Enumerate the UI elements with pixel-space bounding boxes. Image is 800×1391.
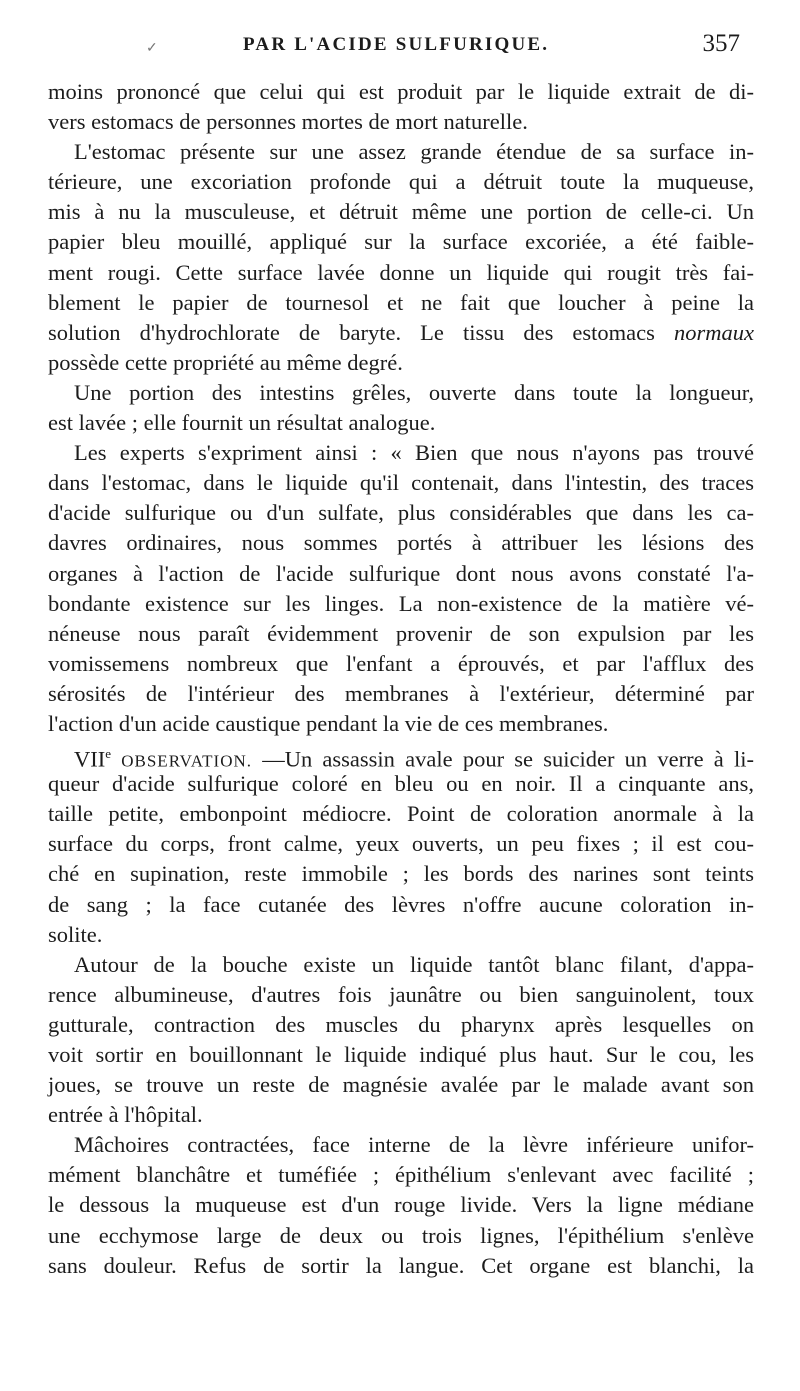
text-line: le dessous la muqueuse est d'un rouge livide. Vers la ligne médiane bbox=[48, 1192, 754, 1218]
text-line: gutturale, contraction des muscles du pharynx après lesquelles on bbox=[48, 1011, 754, 1037]
text-line: ment rougi. Cette surface lavée donne un liquide qui rougit très fai- bbox=[48, 259, 754, 285]
text-line: moins prononcé que celui qui est produit par le liquide extrait de di- bbox=[48, 79, 754, 104]
page-number: 357 bbox=[702, 30, 740, 57]
text-line: joues, se trouve un reste de magnésie avalée par le malade avant son bbox=[48, 1072, 754, 1098]
text-line: dans l'estomac, dans le liquide qu'il contenait, dans l'intestin, des traces bbox=[48, 470, 754, 496]
text-line: mis à nu la musculeuse, et détruit même une portion de celle-ci. Un bbox=[48, 199, 754, 225]
text-line: Autour de la bouche existe un liquide tantôt blanc filant, d'appa- bbox=[74, 951, 754, 977]
text-line: une ecchymose large de deux ou trois lignes, l'épithélium s'enlève bbox=[48, 1222, 754, 1248]
text-line: vomissemens nombreux que l'enfant a éprouvés, et par l'afflux des bbox=[48, 650, 754, 676]
text-line: Une portion des intestins grêles, ouverte dans toute la longueur, bbox=[74, 379, 754, 405]
text-line: davres ordinaires, nous sommes portés à attribuer les lésions des bbox=[48, 530, 754, 556]
text-line: taille petite, embonpoint médiocre. Point de coloration anormale à la bbox=[48, 801, 754, 827]
paragraph-continuation bbox=[48, 77, 754, 137]
text-line: possède cette propriété au même degré. bbox=[48, 349, 403, 375]
text-line: sans douleur. Refus de sortir la langue. Cet organe est blanchi, la bbox=[48, 1252, 754, 1278]
text-line: sérosités de l'intérieur des membranes à l'extérieur, déterminé par bbox=[48, 680, 754, 706]
running-title: PAR L'ACIDE SULFURIQUE. bbox=[243, 34, 550, 55]
ink-mark-decoration: ✓ bbox=[146, 41, 158, 56]
text-line: queur d'acide sulfurique coloré en bleu ou en noir. Il a cinquante ans, bbox=[48, 771, 754, 797]
text-line: de sang ; la face cutanée des lèvres n'offre aucune coloration in- bbox=[48, 891, 754, 917]
text-line: solution d'hydrochlorate de baryte. Le tissu des estomacs normaux bbox=[48, 319, 754, 345]
text-line: vers estomacs de personnes mortes de mort naturelle. bbox=[48, 109, 528, 135]
observation-label: OBSERVATION. bbox=[121, 751, 252, 771]
text-line: bondante existence sur les linges. La non-existence de la matière vé- bbox=[48, 590, 754, 616]
text-line: surface du corps, front calme, yeux ouverts, un peu fixes ; il est cou- bbox=[48, 831, 754, 857]
text-line: blement le papier de tournesol et ne fait que loucher à peine la bbox=[48, 289, 754, 315]
observation-number: VII bbox=[74, 746, 106, 772]
paragraph-experts bbox=[48, 438, 754, 739]
italic-word: normaux bbox=[674, 319, 754, 345]
text-line: entrée à l'hôpital. bbox=[48, 1102, 203, 1128]
text-line bbox=[48, 739, 755, 772]
page-header bbox=[48, 30, 740, 64]
text-line: l'action d'un acide caustique pendant la vie de ces membranes. bbox=[48, 710, 609, 736]
observation-dash: — bbox=[252, 746, 285, 772]
paragraph-stomach bbox=[48, 137, 754, 378]
text-line: néneuse nous paraît évidemment provenir de son expulsion par les bbox=[48, 620, 754, 646]
observation-sup: e bbox=[105, 746, 112, 762]
text-line: térieure, une excoriation profonde qui a détruit toute la muqueuse, bbox=[48, 169, 754, 195]
text-line: est lavée ; elle fournit un résultat analogue. bbox=[48, 410, 436, 436]
body-text bbox=[48, 77, 754, 1281]
paragraph-observation-vii bbox=[48, 739, 754, 950]
paragraph-intestines bbox=[48, 378, 754, 438]
text-line: organes à l'action de l'acide sulfurique dont nous avons constaté l'a- bbox=[48, 560, 754, 586]
text-line: Mâchoires contractées, face interne de la lèvre inférieure unifor- bbox=[74, 1132, 754, 1158]
text-line: solite. bbox=[48, 921, 103, 947]
text-line: ché en supination, reste immobile ; les bords des narines sont teints bbox=[48, 861, 754, 887]
text-line: Les experts s'expriment ainsi : « Bien que nous n'ayons pas trouvé bbox=[74, 440, 754, 466]
text-line: rence albumineuse, d'autres fois jaunâtre ou bien sanguinolent, toux bbox=[48, 981, 754, 1007]
text-line: papier bleu mouillé, appliqué sur la surface excoriée, a été faible- bbox=[48, 229, 754, 255]
text-line: mément blanchâtre et tuméfiée ; épithélium s'enlevant avec facilité ; bbox=[48, 1162, 754, 1188]
paragraph-jaws bbox=[48, 1130, 754, 1280]
text-line: voit sortir en bouillonnant le liquide indiqué plus haut. Sur le cou, les bbox=[48, 1042, 754, 1067]
text-line: d'acide sulfurique ou d'un sulfate, plus considérables que dans les ca- bbox=[48, 500, 754, 526]
paragraph-mouth bbox=[48, 950, 754, 1131]
observation-line-text: Un assassin avale pour se suicider un verre à li- bbox=[284, 746, 755, 772]
text-line: L'estomac présente sur une assez grande étendue de sa surface in- bbox=[74, 139, 754, 165]
